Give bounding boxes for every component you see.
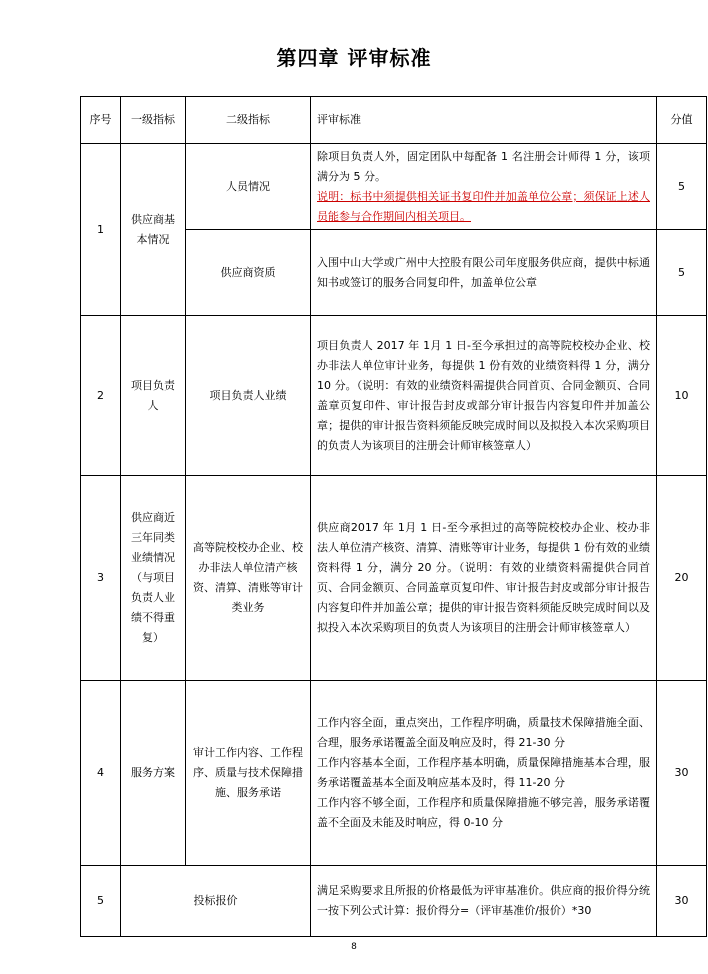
row2-seq: 2	[81, 316, 121, 476]
table-row	[81, 866, 707, 937]
row4-criteria-line: 工作内容全面，重点突出，工作程序明确，质量技术保障措施全面、合理，服务承诺覆盖全面及响应及时，得 21-30 分	[317, 716, 650, 749]
row4-level1: 服务方案	[121, 681, 186, 866]
header-level1: 一级指标	[121, 97, 186, 144]
row1-level2-a: 人员情况	[186, 144, 311, 230]
evaluation-table	[80, 96, 707, 937]
row3-level1: 供应商近三年同类业绩情况（与项目负责人业绩不得重复）	[121, 476, 186, 681]
table-row	[81, 316, 707, 476]
row1-criteria-a-note: 说明：标书中须提供相关证书复印件并加盖单位公章；须保证上述人员能参与合作期间内相关项目。	[317, 189, 650, 223]
row5-level1: 投标报价	[121, 866, 311, 937]
row2-score: 10	[657, 316, 707, 476]
page-title: 第四章 评审标准	[276, 46, 432, 70]
row4-score: 30	[657, 681, 707, 866]
header-level2: 二级指标	[186, 97, 311, 144]
row1-level2-b: 供应商资质	[186, 230, 311, 316]
table-header-row	[81, 97, 707, 144]
row1-level1: 供应商基本情况	[121, 144, 186, 316]
row1-score-a: 5	[657, 144, 707, 230]
header-seq: 序号	[81, 97, 121, 144]
row2-level1: 项目负责人	[121, 316, 186, 476]
row3-seq: 3	[81, 476, 121, 681]
row1-seq: 1	[81, 144, 121, 316]
row4-criteria-line: 工作内容不够全面，工作程序和质量保障措施不够完善，服务承诺覆盖不全面及未能及时响应，得 0-10 分	[317, 796, 650, 829]
row1-score-b: 5	[657, 230, 707, 316]
page-number: 8	[351, 942, 357, 952]
row4-criteria-line: 工作内容基本全面，工作程序基本明确，质量保障措施基本合理，服务承诺覆盖基本全面及响应基本及时，得 11-20 分	[317, 756, 650, 789]
row4-seq: 4	[81, 681, 121, 866]
row1-criteria-a	[311, 144, 657, 230]
row1-criteria-a-text: 除项目负责人外，固定团队中每配备 1 名注册会计师得 1 分，该项满分为 5 分。	[317, 149, 650, 183]
row3-score: 20	[657, 476, 707, 681]
row3-level2: 高等院校校办企业、校办非法人单位清产核资、清算、清账等审计类业务	[186, 476, 311, 681]
row2-criteria: 项目负责人 2017 年 1月 1 日-至今承担过的高等院校校办企业、校办非法人单位审计业务，每提供 1 份有效的业绩资料得 1 分，满分 10 分。（说明：有效的业绩资料需提供合同首页、合同金额页、合同盖章页复印件、审计报告封皮或部分审计报告内容复印件并加盖公章；提供的审计报告资料须能反映完成时间以及拟投入本次采购项目的负责人为该项目的注册会计师审核签章人）	[311, 316, 657, 476]
row5-seq: 5	[81, 866, 121, 937]
row4-criteria	[311, 681, 657, 866]
row5-score: 30	[657, 866, 707, 937]
table-row	[81, 681, 707, 866]
header-score: 分值	[657, 97, 707, 144]
table-row	[81, 144, 707, 230]
row1-criteria-b: 入围中山大学或广州中大控股有限公司年度服务供应商，提供中标通知书或签订的服务合同复印件，加盖单位公章	[311, 230, 657, 316]
table-row	[81, 476, 707, 681]
row2-level2: 项目负责人业绩	[186, 316, 311, 476]
row4-level2: 审计工作内容、工作程序、质量与技术保障措施、服务承诺	[186, 681, 311, 866]
row3-criteria: 供应商2017 年 1月 1 日-至今承担过的高等院校校办企业、校办非法人单位清产核资、清算、清账等审计业务，每提供 1 份有效的业绩资料得 1 分，满分 20 分。（说明：有效的业绩资料需提供合同首页、合同金额页、合同盖章页复印件、审计报告封皮或部分审计报告内容复印件并加盖公章；提供的审计报告资料须能反映完成时间以及拟投入本次采购项目的负责人为该项目的注册会计师审核签章人）	[311, 476, 657, 681]
header-criteria: 评审标准	[311, 97, 657, 144]
row5-criteria: 满足采购要求且所报的价格最低为评审基准价。供应商的报价得分统一按下列公式计算：报价得分=（评审基准价/报价）*30	[311, 866, 657, 937]
